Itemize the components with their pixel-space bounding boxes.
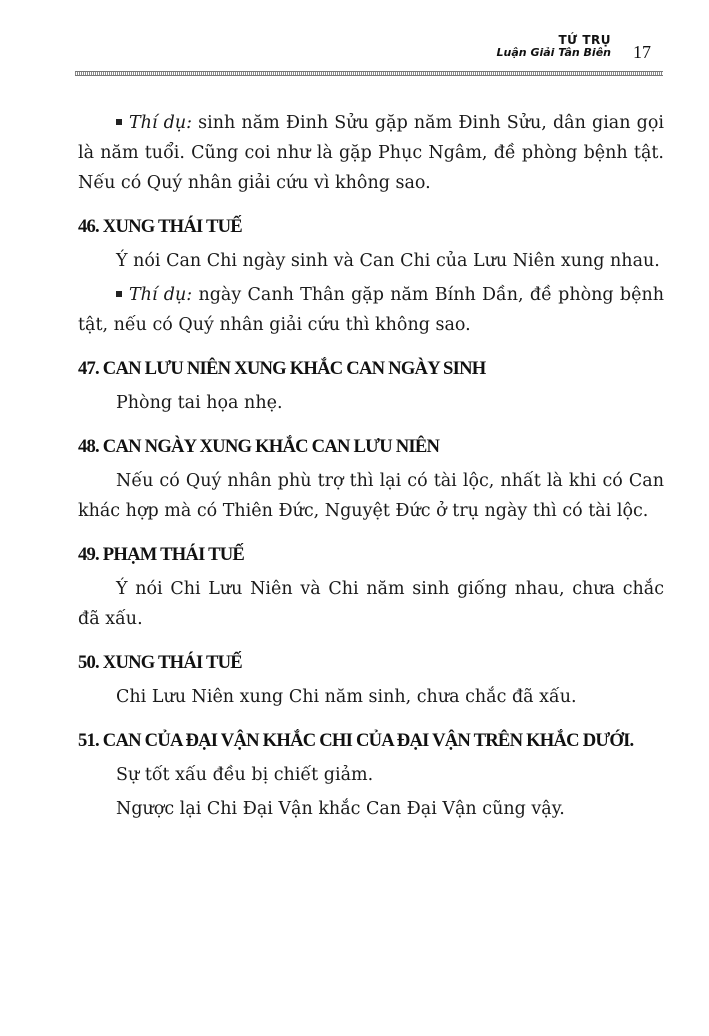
example-text: sinh năm Đinh Sửu gặp năm Đinh Sửu, dân gian gọi là năm tuổi. Cũng coi như là gặp Phục Ngâm, đề phòng bệnh tật. Nếu có Quý nhân giải cứu vì không sao. xyxy=(78,113,664,193)
section-49-paragraph: Ý nói Chi Lưu Niên và Chi năm sinh giống nhau, chưa chắc đã xấu. xyxy=(78,579,664,629)
page-number: 17 xyxy=(633,42,651,62)
section-heading-49: 49. PHẠM THÁI TUẾ xyxy=(78,544,245,565)
intro-example-paragraph xyxy=(78,108,664,198)
section-51-paragraph-2: Ngược lại Chi Đại Vận khắc Can Đại Vận cũng vậy. xyxy=(116,799,565,819)
page-content xyxy=(78,108,664,824)
bullet-icon xyxy=(116,291,122,297)
example-label: Thí dụ: xyxy=(129,113,193,133)
section-48-paragraph: Nếu có Quý nhân phù trợ thì lại có tài lộc, nhất là khi có Can khác hợp mà có Thiên Đức, Nguyệt Đức ở trụ ngày thì có tài lộc. xyxy=(78,471,664,521)
section-heading-46: 46. XUNG THÁI TUẾ xyxy=(78,216,242,237)
example-label: Thí dụ: xyxy=(129,285,193,305)
section-heading-50: 50. XUNG THÁI TUẾ xyxy=(78,652,242,673)
header-title-block xyxy=(497,34,611,58)
section-46-example-paragraph xyxy=(78,280,664,340)
section-51-paragraph-1: Sự tốt xấu đều bị chiết giảm. xyxy=(116,765,374,785)
header-subtitle: Luận Giải Tân Biên xyxy=(496,45,611,59)
example-text: ngày Canh Thân gặp năm Bính Dần, đề phòng bệnh tật, nếu có Quý nhân giải cứu thì không sao. xyxy=(78,285,664,335)
section-46-paragraph: Ý nói Can Chi ngày sinh và Can Chi của Lưu Niên xung nhau. xyxy=(116,251,660,271)
section-heading-48: 48. CAN NGÀY XUNG KHẮC CAN LƯU NIÊN xyxy=(78,436,440,457)
section-heading-51: 51. CAN CỦA ĐẠI VẬN KHẮC CHI CỦA ĐẠI VẬN TRÊN KHẮC DƯỚI. xyxy=(78,730,634,751)
section-47-paragraph: Phòng tai họa nhẹ. xyxy=(116,393,283,413)
header-divider xyxy=(75,71,663,76)
header-series-title: TỨ TRỤ xyxy=(558,33,611,47)
bullet-icon xyxy=(116,119,122,125)
section-50-paragraph: Chi Lưu Niên xung Chi năm sinh, chưa chắc đã xấu. xyxy=(116,687,577,707)
running-header xyxy=(75,30,663,76)
section-heading-47: 47. CAN LƯU NIÊN XUNG KHẮC CAN NGÀY SINH xyxy=(78,358,486,379)
